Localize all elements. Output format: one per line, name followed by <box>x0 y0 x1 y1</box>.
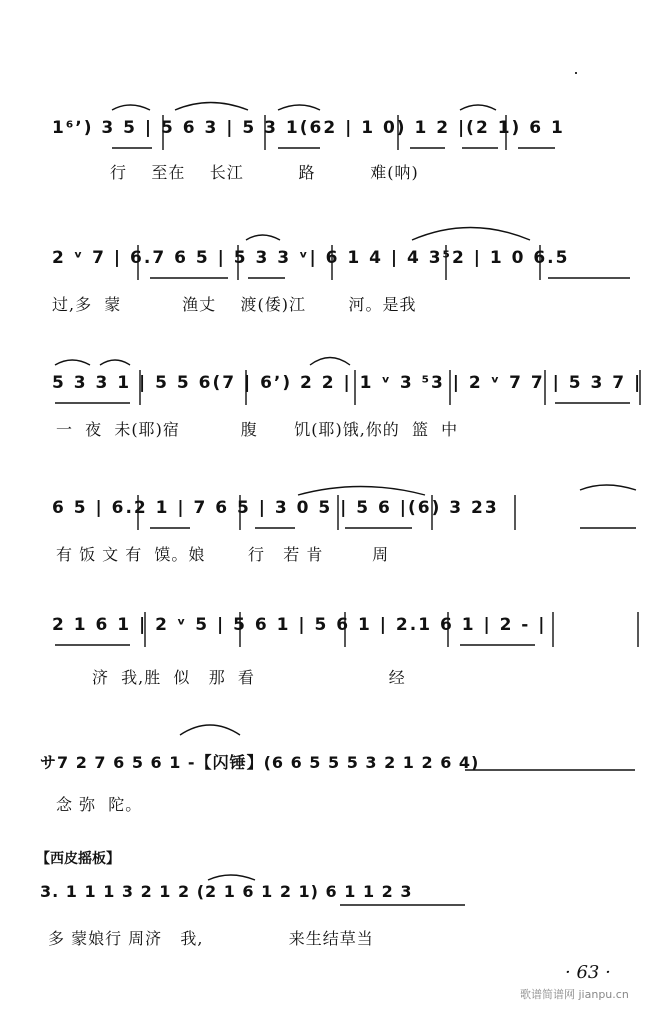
lyrics-line: 多 蒙娘行 周济 我, 来生结草当 <box>48 929 374 948</box>
section-label: 【西皮摇板】 <box>36 851 120 867</box>
notation-line: 6 5 | 6.2 1 | 7 6 5 | 3 0 5 | 5 6 |(6) 3 23 <box>52 498 499 518</box>
notation-line: 1⁶ʼ) 3 5 | 5 6 3 | 5 3 1(62 | 1 0) 1 2 |(2 1) 6 1 <box>52 118 565 138</box>
notation-line: 2 ᵛ 7 | 6.7 6 5 | 5 3 3 ᵛ| 6 1 4 | 4 3⁵2 | 1 0 6.5 <box>52 248 570 268</box>
watermark: 歌谱简谱网 jianpu.cn <box>520 988 629 1001</box>
lyrics-line: 有 饭 文 有 馍。娘 行 若 肯 周 <box>56 545 390 564</box>
notation-line: 3. 1 1 1 3 2 1 2 (2 1 6 1 2 1) 6 1 1 2 3 <box>40 882 413 901</box>
lyrics-line: 念 弥 陀。 <box>56 795 143 814</box>
notation-line: 5 3 3 1 | 5 5 6(7 | 6ʼ) 2 2 | 1 ᵛ 3 ⁵3 | 2 ᵛ 7 7 | 5 3 7 | <box>52 373 643 393</box>
stray-mark <box>575 72 577 74</box>
page-number: · 63 · <box>565 962 611 983</box>
lyrics-line: 过,多 蒙 渔丈 渡(倭)江 河。是我 <box>52 295 417 314</box>
lyrics-line: 一 夜 未(耶)宿 腹 饥(耶)饿,你的 篮 中 <box>56 420 459 439</box>
notation-line: 2 1 6 1 | 2 ᵛ 5 | 5 6 1 | 5 6 1 | 2.1 6 1 | 2 - | <box>52 615 547 635</box>
notation-line: サ7 2 7 6 5 6 1 -【闪锤】(6 6 5 5 5 3 2 1 2 6 4) <box>40 753 480 772</box>
lyrics-line: 行 至在 长江 路 难(呐) <box>110 163 419 182</box>
lyrics-line: 济 我,胜 似 那 看 经 <box>92 668 406 687</box>
